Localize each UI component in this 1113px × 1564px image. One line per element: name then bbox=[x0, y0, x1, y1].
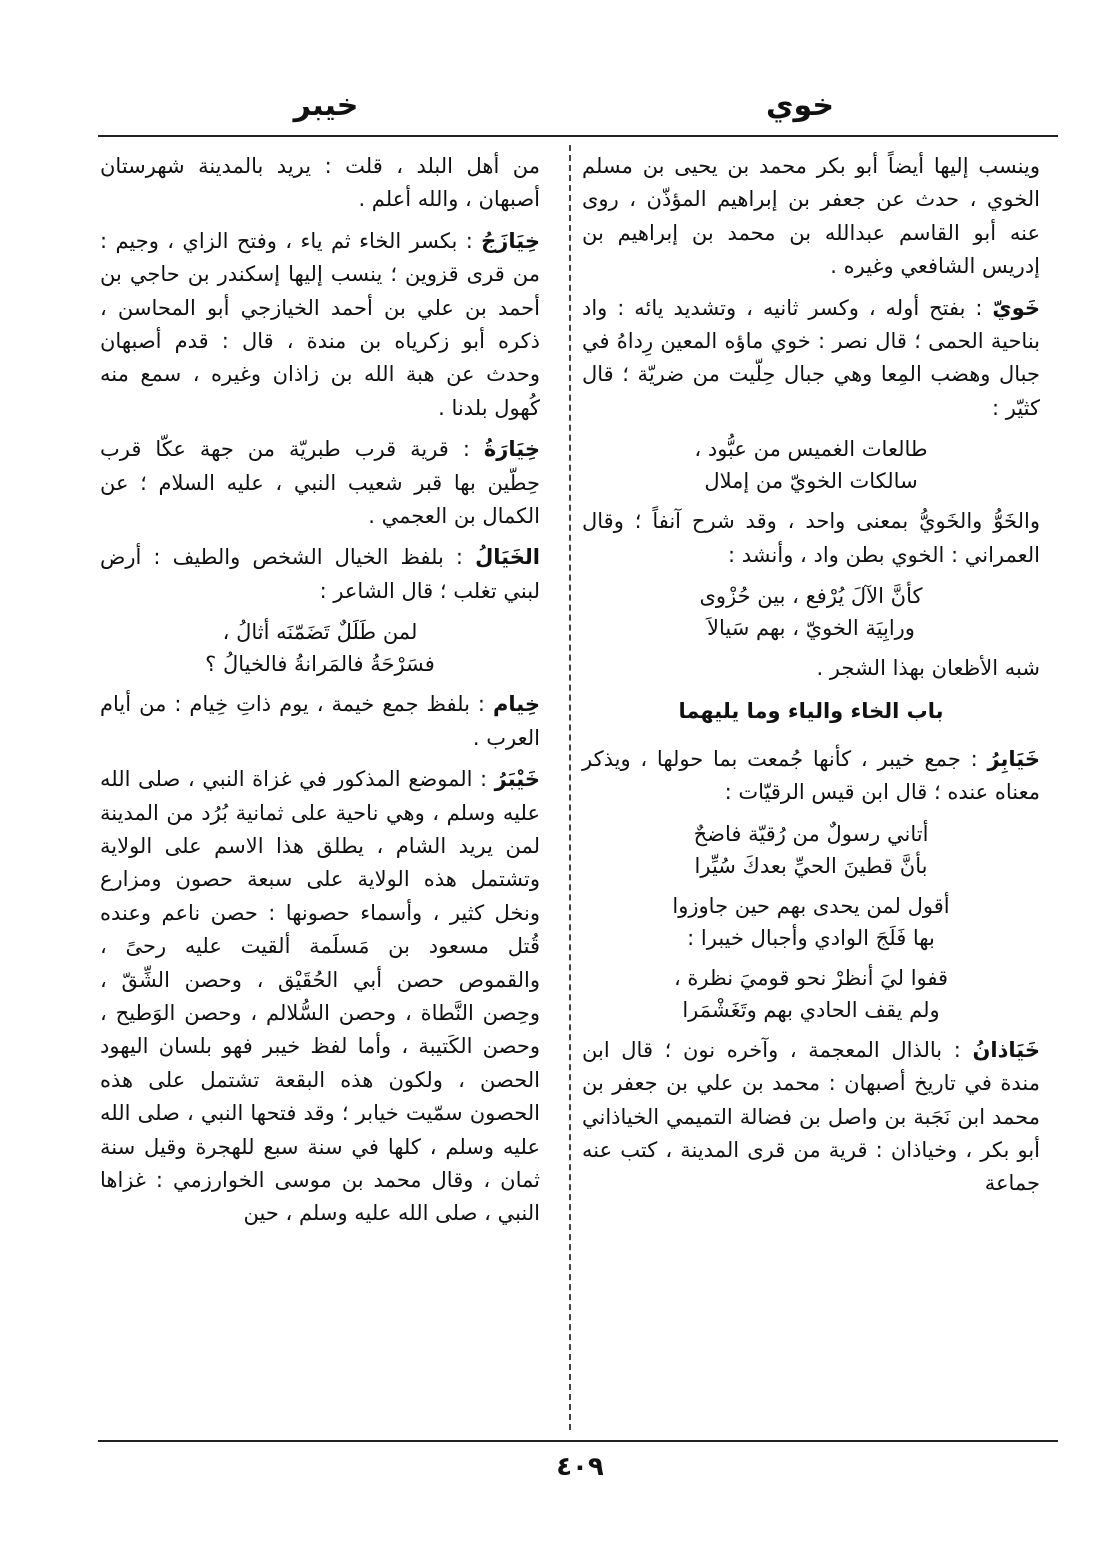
verse-line: ولم يقف الحادي بهم وتَغَشْمَرا bbox=[682, 997, 940, 1022]
paragraph: شبه الأظعان بهذا الشجر . bbox=[816, 656, 1040, 681]
entry-headword: خِيَازَجُ bbox=[481, 228, 540, 253]
entry-headword: خِيام bbox=[493, 692, 540, 717]
verse-line: لمن طَلَلٌ تَضَمّنَه أثالُ ، bbox=[222, 620, 418, 645]
entry-headword: خَيْبَرُ bbox=[494, 767, 540, 792]
verse-line: بأنَّ قطينَ الحيِّ بعدكَ سُيِّرا bbox=[694, 853, 928, 878]
entry-khayal bbox=[100, 541, 540, 608]
left-column bbox=[100, 150, 540, 1239]
verse bbox=[582, 890, 1040, 954]
paragraph: والخَوُّ والخَويُّ بمعنى واحد ، وقد شرح آنفاً ؛ وقال العمراني : الخوي بطن واد ، وأنشد : bbox=[582, 509, 1040, 567]
column-divider bbox=[569, 145, 571, 1430]
verse-line: سالكات الخويّ من إملال bbox=[704, 469, 918, 494]
entry-khiyara bbox=[100, 433, 540, 533]
running-head-right: خوي bbox=[766, 88, 834, 123]
entry-text: : جمع خيبر ، كأنها جُمعت بما حولها ، ويذكر معناه عنده ؛ قال ابن قيس الرقيّات : bbox=[582, 746, 1040, 805]
entry-headword: خَويّ bbox=[992, 295, 1040, 320]
entry-text: : بلفظ الخيال الشخص والطيف : أرض لبني تغلب ؛ قال الشاعر : bbox=[100, 545, 540, 603]
verse-line: قفوا ليَ أنظرْ نحو قوميَ نظرة ، bbox=[673, 965, 949, 990]
entry-headword: خِيَارَةُ bbox=[483, 437, 540, 462]
verse bbox=[100, 616, 540, 680]
right-column bbox=[582, 150, 1040, 1209]
verse-line: ورابِيَة الخويّ ، بهم سَيالاَ bbox=[707, 616, 915, 641]
verse-line: أقول لمن يحدى بهم حين جاوزوا bbox=[672, 893, 950, 918]
page-number: ٤٠٩ bbox=[556, 1452, 604, 1482]
verse-line: طالعات الغميس من عبُّود ، bbox=[694, 437, 928, 462]
entry-headword: خَيَابِرُ bbox=[987, 746, 1040, 771]
verse bbox=[582, 580, 1040, 644]
verse-line: كأنَّ الآلَ يُرْفع ، بين حُزْوى bbox=[699, 584, 923, 609]
entry-khiyadhan bbox=[582, 1034, 1040, 1201]
running-head-left: خيبر bbox=[293, 88, 359, 123]
entry-headword: الخَيَالُ bbox=[475, 545, 540, 570]
verse-line: بها فَلَجَ الوادي وأجبال خيبرا : bbox=[687, 925, 935, 950]
entry-khayabir bbox=[582, 743, 1040, 810]
footer-rule bbox=[98, 1440, 1058, 1442]
section-title: باب الخاء والياء وما يليهما bbox=[678, 699, 944, 724]
verse bbox=[582, 962, 1040, 1026]
entry-text: : بلفظ جمع خيمة ، يوم ذاتِ خِيام : من أيام العرب . bbox=[100, 692, 540, 750]
entry-khiyam bbox=[100, 688, 540, 755]
verse bbox=[582, 818, 1040, 882]
entry-text: : الموضع المذكور في غزاة النبي ، صلى الله عليه وسلم ، وهي ناحية على ثمانية بُرُد من المدينة لمن يريد الشام ، يطلق هذا الاسم على الولاية وتشتمل هذه الولاية على سبعة حصون ومزارع ونخل كثير ، وأسماء حصونها : حصن ناعم وعنده قُتل مسعود بن مَسلَمة ألقيت عليه رحىً ، والقموص حصن أبي الحُقَيْق ، وحصن الشِّقّ ، وحِصن النَّطاة ، وحصن السُّلالم ، وحصن الوَطيح ، وحصن الكَتيبة ، وأما لفظ خيبر فهو بلسان اليهود الحصن ، ولكون هذه البقعة تشتمل على هذه الحصون سمّيت خيابر ؛ وقد فتحها النبي ، صلى الله عليه وسلم ، كلها في سنة سبع للهجرة وقيل سنة ثمان ، وقال محمد بن موسى الخوارزمي : غزاها النبي ، صلى الله عليه وسلم ، حين bbox=[100, 767, 540, 1226]
entry-headword: خَيَاذانُ bbox=[972, 1037, 1040, 1062]
entry-text: : بكسر الخاء ثم ياء ، وفتح الزاي ، وجيم : من قرى قزوين ؛ ينسب إليها إسكندر بن حاجي بن أحمد بن علي بن أحمد الخيازجي أبو المحاسن ، ذكره أبو زكرياه بن مندة ، قال : قدم أصبهان وحدث عن هبة الله بن زاذان وغيره ، سمع منه كُهول بلدنا . bbox=[100, 228, 540, 420]
entry-text: : قرية قرب طبريّة من جهة عكّا قرب حِطّين بها قبر شعيب النبي ، عليه السلام ؛ عن الكمال بن العجمي . bbox=[100, 437, 540, 529]
entry-khaybar bbox=[100, 763, 540, 1231]
entry-text: : بفتح أوله ، وكسر ثانيه ، وتشديد يائه : واد بناحية الحمى ؛ قال نصر : خوي ماؤه المعين رِداهُ في جبال وهضب المِعا وهي جبال حِلّيت من ضريّة ؛ قال كثيّر : bbox=[582, 295, 1040, 420]
paragraph: وينسب إليها أيضاً أبو بكر محمد بن يحيى بن مسلم الخوي ، حدث عن جعفر بن إبراهيم المؤذّن ، روى عنه أبو القاسم عبدالله بن محمد بن إبراهيم بن إدريس الشافعي وغيره . bbox=[582, 154, 1040, 279]
verse-line: فسَرْحَةُ فالمَرانةُ فالخيالُ ؟ bbox=[205, 652, 435, 677]
header-rule bbox=[98, 135, 1058, 137]
paragraph: من أهل البلد ، قلت : يريد بالمدينة شهرستان أصبهان ، والله أعلم . bbox=[100, 154, 540, 212]
verse-line: أتاني رسولٌ من رُقيّة فاضحٌ bbox=[693, 821, 929, 846]
entry-text: : بالذال المعجمة ، وآخره نون ؛ قال ابن مندة في تاريخ أصبهان : محمد بن علي بن جعفر بن محمد ابن نَجَبة بن واصل بن فضالة التميمي الخياذاني أبو بكر ، وخياذان : قرية من قرى المدينة ، كتب عنه جماعة bbox=[582, 1037, 1040, 1196]
verse bbox=[582, 433, 1040, 497]
entry-khuwayy bbox=[582, 292, 1040, 426]
entry-khiyazaj bbox=[100, 225, 540, 425]
